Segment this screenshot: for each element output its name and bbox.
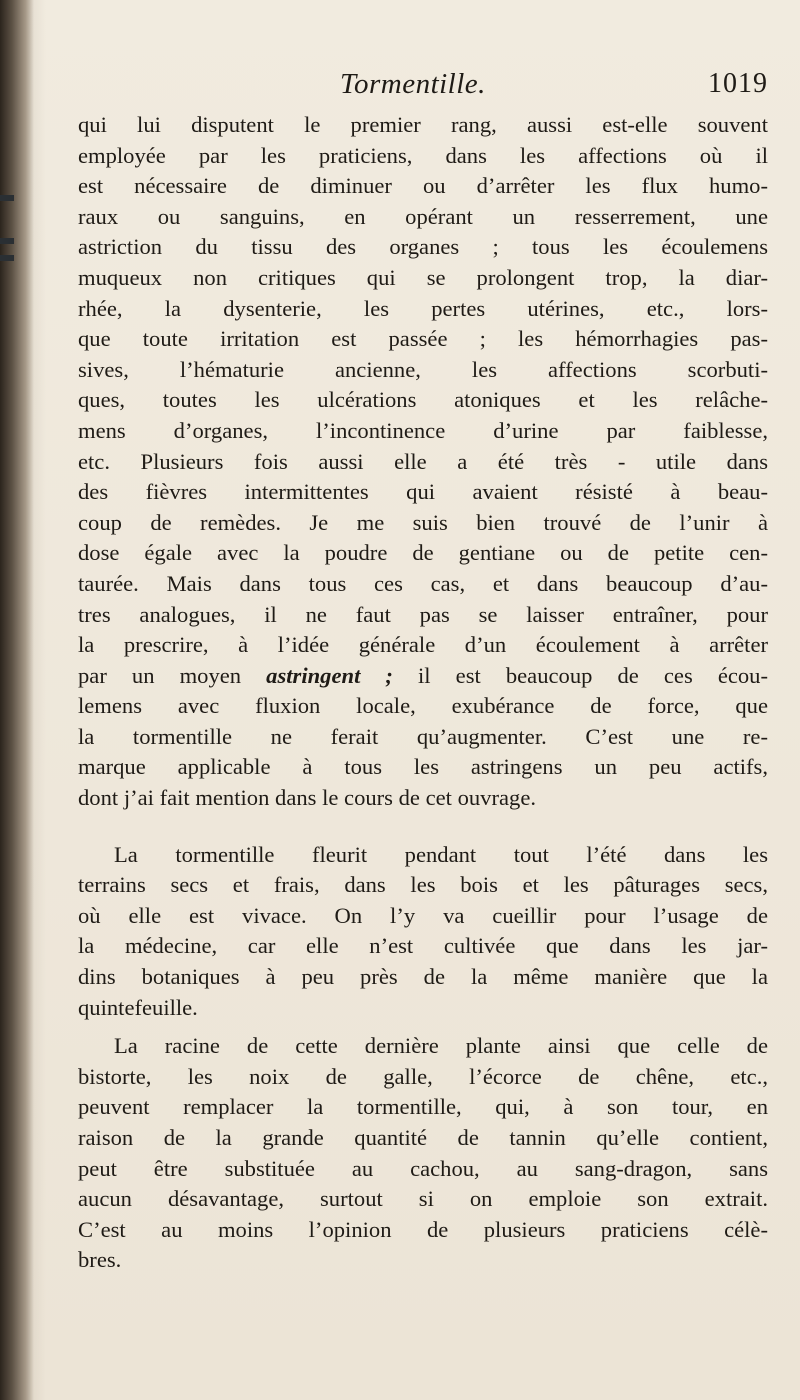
text-line: la médecine, car elle n’est cultivée que dans les jar-	[78, 933, 768, 959]
text-line: peuvent remplacer la tormentille, qui, à son tour, en	[78, 1094, 768, 1120]
paragraph-text	[78, 1031, 768, 1276]
page-header	[78, 68, 768, 108]
text-line: peut être substituée au cachou, au sang-dragon, sans	[78, 1155, 768, 1181]
text-line: bres.	[78, 1247, 122, 1273]
text-line: quintefeuille.	[78, 994, 198, 1020]
text-line: dont j’ai fait mention dans le cours de cet ouvrage.	[78, 785, 536, 811]
paragraph-2	[78, 840, 768, 1024]
text-line: la prescrire, à l’idée générale d’un écoulement à arrêter	[78, 632, 768, 658]
text-line: astriction du tissu des organes ; tous les écoulemens	[78, 234, 768, 260]
italic-term: astringent ;	[266, 662, 393, 688]
text-line: etc. Plusieurs fois aussi elle a été très - utile dans	[78, 448, 768, 474]
text-line: taurée. Mais dans tous ces cas, et dans beaucoup d’au-	[78, 570, 768, 596]
text-line: des fièvres intermittentes qui avaient résisté à beau-	[78, 479, 768, 505]
paragraph-1	[78, 110, 768, 814]
book-spine-shadow	[0, 0, 34, 1400]
paragraph-text	[78, 840, 768, 1024]
text-line: rhée, la dysenterie, les pertes utérines, etc., lors-	[78, 295, 768, 321]
text-line: muqueux non critiques qui se prolongent trop, la diar-	[78, 264, 768, 290]
paragraph-3	[78, 1031, 768, 1276]
text-segment: par un moyen	[78, 662, 242, 688]
page-number: 1019	[708, 68, 768, 99]
text-line: dins botaniques à peu près de la même manière que la	[78, 964, 768, 990]
text-line: que toute irritation est passée ; les hémorrhagies pas-	[78, 326, 768, 352]
text-line: terrains secs et frais, dans les bois et les pâturages secs,	[78, 872, 768, 898]
text-line: la tormentille ne ferait qu’augmenter. C’est une re-	[78, 723, 768, 749]
paragraph-text	[78, 110, 768, 814]
text-segment: il est beaucoup de ces écou-	[418, 662, 768, 688]
text-line: La racine de cette dernière plante ainsi que celle de	[114, 1033, 768, 1059]
text-line: mens d’organes, l’incontinence d’urine par faiblesse,	[78, 417, 768, 443]
text-line: raison de la grande quantité de tannin qu’elle contient,	[78, 1125, 768, 1150]
text-line: lemens avec fluxion locale, exubérance de force, que	[78, 693, 768, 719]
spine-mark	[0, 255, 14, 261]
text-line: La tormentille fleurit pendant tout l’été dans les	[114, 841, 768, 867]
paragraph-gap	[78, 814, 768, 840]
text-line: où elle est vivace. On l’y va cueillir pour l’usage de	[78, 902, 768, 928]
text-line: employée par les praticiens, dans les affections où il	[78, 142, 768, 168]
text-line: raux ou sanguins, en opérant un resserrement, une	[78, 203, 768, 229]
text-line: bistorte, les noix de galle, l’écorce de chêne, etc.,	[78, 1063, 768, 1089]
text-line: dose égale avec la poudre de gentiane ou de petite cen-	[78, 540, 768, 566]
text-line: sives, l’hématurie ancienne, les affections scorbuti-	[78, 356, 768, 382]
spine-mark	[0, 238, 14, 244]
spine-mark	[0, 195, 14, 201]
text-line: marque applicable à tous les astringens un peu actifs,	[78, 754, 768, 780]
text-line: C’est au moins l’opinion de plusieurs praticiens célè-	[78, 1216, 768, 1242]
page-body	[78, 110, 768, 1276]
text-line-mixed	[78, 661, 768, 692]
paragraph-gap	[78, 1023, 768, 1031]
text-line: est nécessaire de diminuer ou d’arrêter les flux humo-	[78, 173, 768, 199]
text-line: aucun désavantage, surtout si on emploie son extrait.	[78, 1186, 768, 1212]
text-line: qui lui disputent le premier rang, aussi est-elle souvent	[78, 112, 768, 137]
text-line: ques, toutes les ulcérations atoniques et les relâche-	[78, 387, 768, 413]
text-line: tres analogues, il ne faut pas se laisser entraîner, pour	[78, 601, 768, 627]
running-head: Tormentille.	[340, 68, 486, 100]
text-line: coup de remèdes. Je me suis bien trouvé de l’unir à	[78, 509, 768, 535]
